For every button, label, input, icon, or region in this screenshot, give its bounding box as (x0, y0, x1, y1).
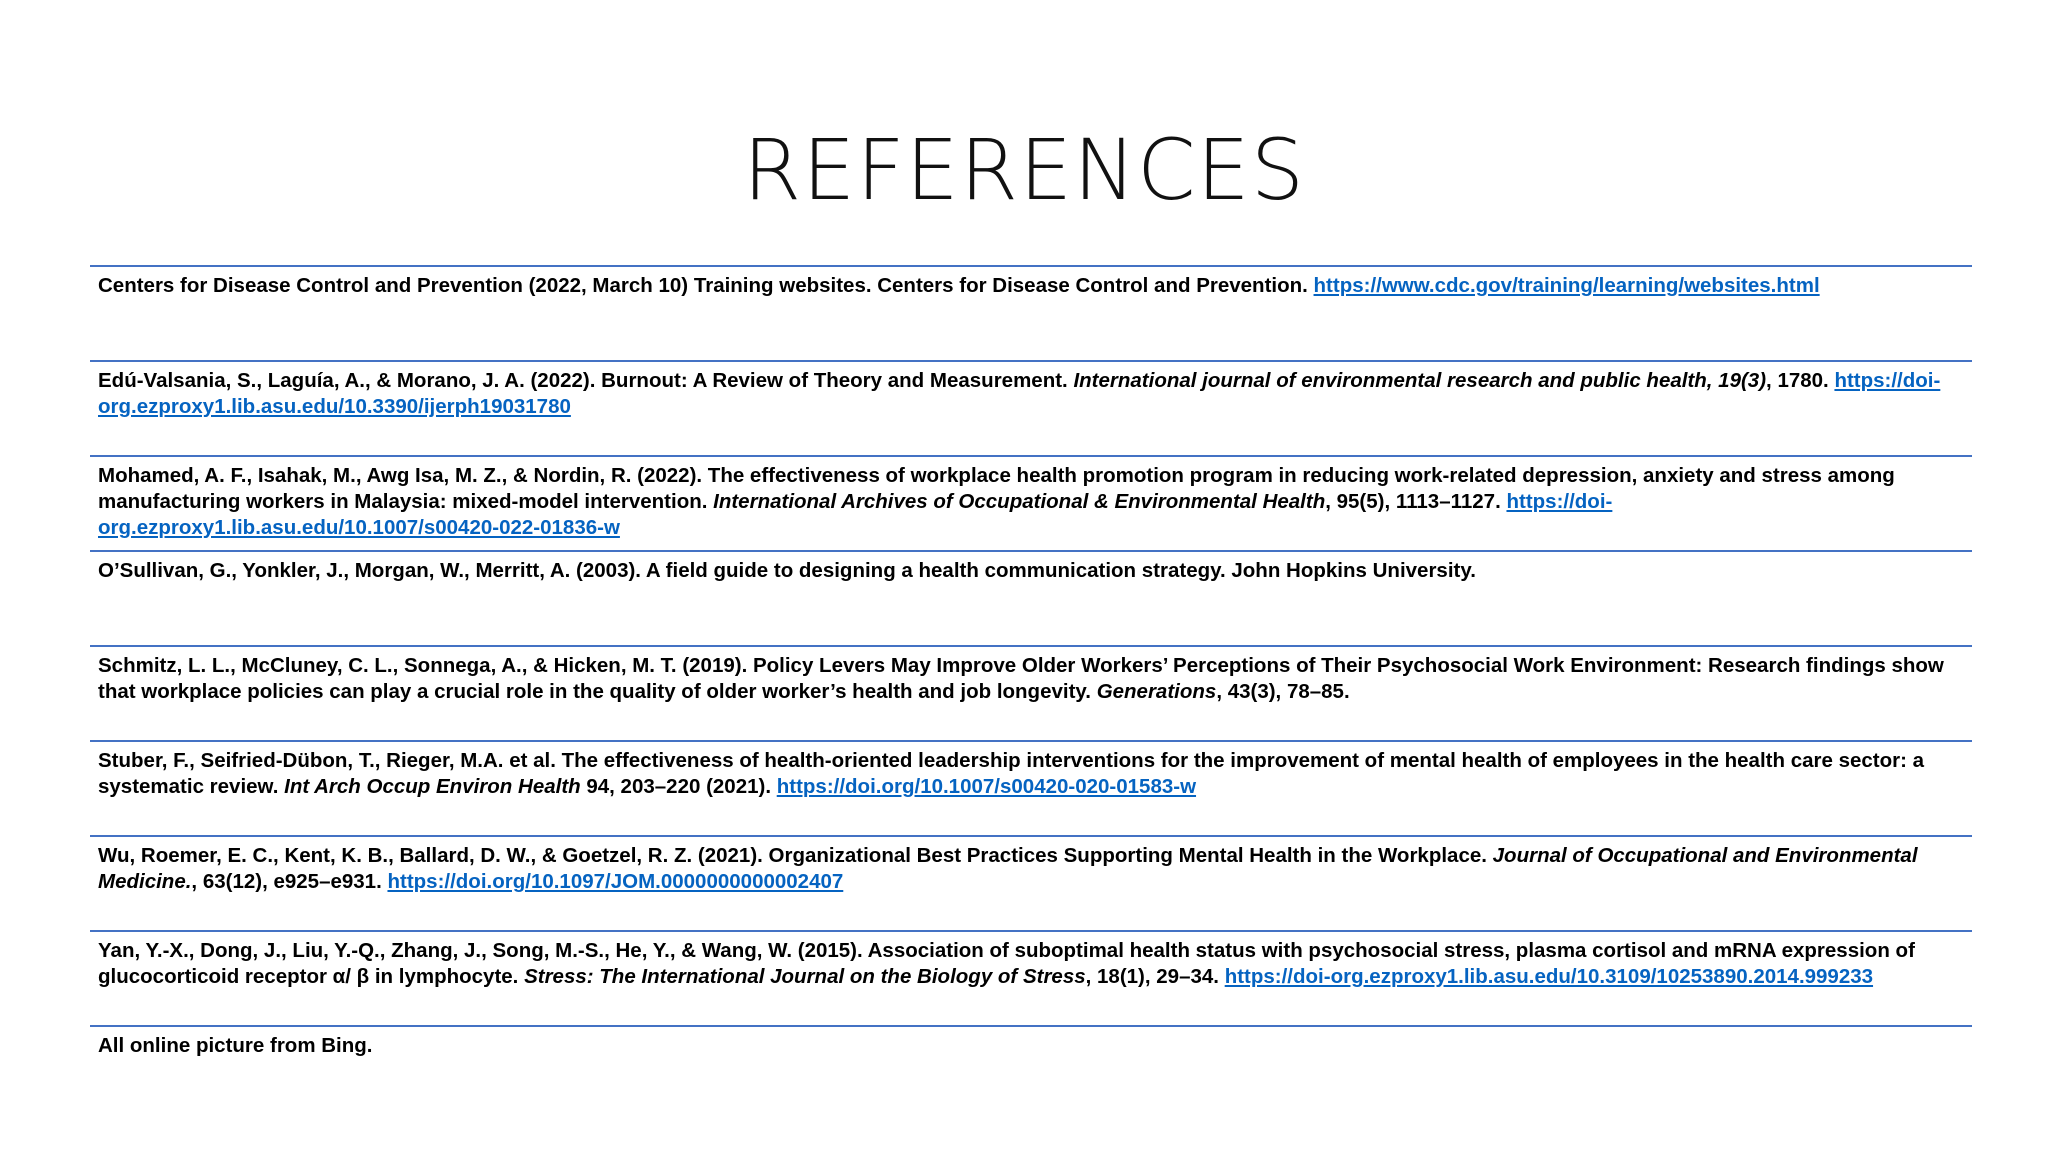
reference-item (90, 360, 1972, 455)
reference-text: Wu, Roemer, E. C., Kent, K. B., Ballard, D. W., & Goetzel, R. Z. (2021). Organizational Best Practices Supporting Mental Health in the Workplace. (98, 844, 1493, 867)
reference-details: 94, 203–220 (2021). (580, 775, 777, 798)
reference-details: , 95(5), 1113–1127. (1325, 490, 1507, 513)
reference-link[interactable]: https://doi.org/10.1097/JOM.0000000000002407 (387, 870, 844, 893)
reference-text: Yan, Y.-X., Dong, J., Liu, Y.-Q., Zhang, J., Song, M.-S., He, Y., & Wang, W. (2015). Association of suboptimal health status with psychosocial stress, plasma cortisol and mRNA expression of glucocorticoid receptor α/ β in lymphocyte. (98, 939, 1915, 988)
reference-text: All online picture from Bing. (98, 1034, 373, 1057)
reference-journal: International Archives of Occupational & Environmental Health (713, 490, 1326, 513)
reference-item (90, 1025, 1972, 1065)
reference-details: , 63(12), e925–e931. (191, 870, 388, 893)
reference-item (90, 265, 1972, 360)
reference-item (90, 455, 1972, 550)
reference-item (90, 740, 1972, 835)
reference-journal: Stress: The International Journal on the Biology of Stress (524, 965, 1086, 988)
reference-text: Schmitz, L. L., McCluney, C. L., Sonnega, A., & Hicken, M. T. (2019). Policy Levers May Improve Older Workers’ Perceptions of Their Psychosocial Work Environment: Research findings show that workplace policies can play a crucial role in the quality of older worker’s health and job longevity. (98, 654, 1944, 703)
reference-text: Mohamed, A. F., Isahak, M., Awg Isa, M. Z., & Nordin, R. (2022). The effectiveness of workplace health promotion program in reducing work-related depression, anxiety and stress among manufacturing workers in Malaysia: mixed-model intervention. (98, 464, 1895, 513)
reference-details: , 1780. (1766, 369, 1835, 392)
reference-journal: Int Arch Occup Environ Health (284, 775, 581, 798)
reference-journal: Journal of Occupational and Environmental Medicine. (98, 844, 1918, 893)
reference-item (90, 645, 1972, 740)
reference-link[interactable]: https://doi-org.ezproxy1.lib.asu.edu/10.1007/s00420-022-01836-w (98, 490, 1613, 539)
reference-text: O’Sullivan, G., Yonkler, J., Morgan, W., Merritt, A. (2003). A field guide to designing a health communication strategy. John Hopkins University. (98, 559, 1476, 582)
reference-text: Centers for Disease Control and Prevention (2022, March 10) Training websites. Centers for Disease Control and Prevention. (98, 274, 1314, 297)
reference-item (90, 835, 1972, 930)
reference-link[interactable]: https://doi-org.ezproxy1.lib.asu.edu/10.3390/ijerph19031780 (98, 369, 1941, 418)
reference-item (90, 550, 1972, 645)
reference-details: , 43(3), 78–85. (1216, 680, 1350, 703)
reference-details: , 18(1), 29–34. (1085, 965, 1225, 988)
reference-link[interactable]: https://doi.org/10.1007/s00420-020-01583-w (776, 775, 1197, 798)
reference-link[interactable]: https://doi-org.ezproxy1.lib.asu.edu/10.3109/10253890.2014.999233 (1224, 965, 1874, 988)
slide-title: REFERENCES (742, 121, 1306, 219)
reference-journal: International journal of environmental research and public health, 19(3) (1073, 369, 1767, 392)
reference-text: Edú-Valsania, S., Laguía, A., & Morano, J. A. (2022). Burnout: A Review of Theory and Measurement. (98, 369, 1074, 392)
references-list (90, 265, 1972, 1065)
reference-journal: Generations (1096, 680, 1217, 703)
reference-link[interactable]: https://www.cdc.gov/training/learning/websites.html (1313, 274, 1820, 297)
reference-text: Stuber, F., Seifried-Dübon, T., Rieger, M.A. et al. The effectiveness of health-oriented leadership interventions for the improvement of mental health of employees in the health care sector: a systematic review. (98, 749, 1925, 798)
reference-item (90, 930, 1972, 1025)
